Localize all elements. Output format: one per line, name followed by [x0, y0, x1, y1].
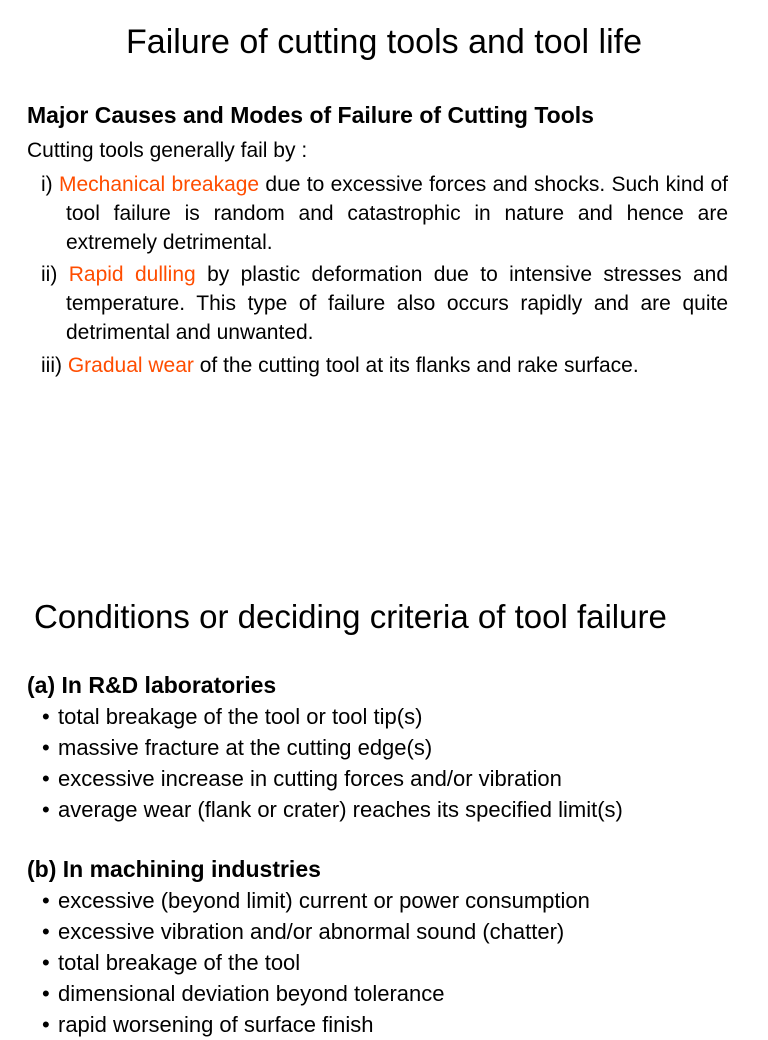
group-heading-rnd: (a) In R&D laboratories [27, 672, 277, 698]
cause-item-3 [41, 351, 741, 380]
cause-item-1 [41, 170, 728, 257]
cause-number: ii) [41, 263, 58, 286]
cause-number: i) [41, 173, 53, 196]
cause-text: of the cutting tool at its flanks and rake surface. [193, 354, 639, 377]
cause-highlight: Mechanical breakage [59, 173, 260, 196]
slide-failure-criteria [0, 575, 768, 1037]
bullet-icon: • [42, 797, 50, 822]
bullet-icon: • [42, 704, 50, 729]
section-heading: Major Causes and Modes of Failure of Cutting Tools [27, 102, 594, 128]
slide-title: Failure of cutting tools and tool life [126, 23, 642, 61]
cause-item-2 [41, 260, 728, 347]
bullet-icon: • [42, 919, 50, 944]
list-item: • excessive vibration and/or abnormal sound (chatter) [42, 916, 590, 947]
bullet-icon: • [42, 888, 50, 913]
list-item: • rapid worsening of surface finish [42, 1009, 590, 1040]
list-item: • excessive (beyond limit) current or power consumption [42, 885, 590, 916]
list-item: • total breakage of the tool [42, 947, 590, 978]
list-item: • average wear (flank or crater) reaches its specified limit(s) [42, 794, 623, 825]
bullet-icon: • [42, 950, 50, 975]
cause-highlight: Gradual wear [67, 354, 194, 377]
list-item: • massive fracture at the cutting edge(s) [42, 732, 623, 763]
criteria-list-industry [42, 885, 590, 1040]
cause-number: iii) [41, 354, 62, 377]
slide-title: Conditions or deciding criteria of tool failure [34, 598, 667, 635]
bullet-icon: • [42, 981, 50, 1006]
list-item: • excessive increase in cutting forces and/or vibration [42, 763, 623, 794]
bullet-icon: • [42, 735, 50, 760]
bullet-icon: • [42, 766, 50, 791]
list-item: • dimensional deviation beyond tolerance [42, 978, 590, 1009]
group-heading-industry: (b) In machining industries [27, 856, 321, 882]
cause-highlight: Rapid dulling [68, 263, 196, 286]
intro-text: Cutting tools generally fail by : [27, 139, 308, 162]
bullet-icon: • [42, 1012, 50, 1037]
criteria-list-rnd [42, 701, 623, 825]
cause-text: due to excessive forces and shocks. Such kind of tool failure is random and catastrophic in nature and hence are extremely detrimental. [66, 173, 729, 254]
list-item: • total breakage of the tool or tool tip(s) [42, 701, 623, 732]
cause-text: by plastic deformation due to intensive stresses and temperature. This type of failure also occurs rapidly and are quite detrimental and unwanted. [66, 263, 728, 344]
